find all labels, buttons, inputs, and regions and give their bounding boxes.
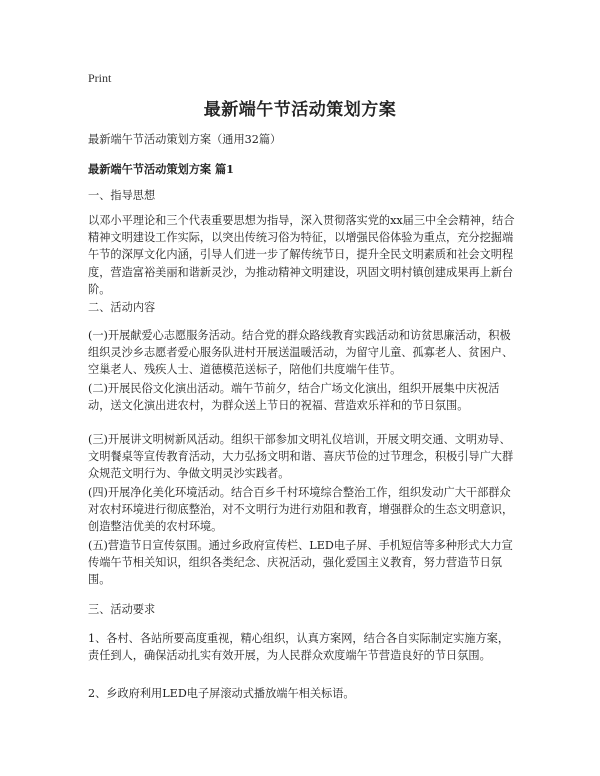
heading-content: 二、活动内容 [88, 301, 156, 314]
paragraph-requirement-2: 2、乡政府利用LED电子屏滚动式播放端午相关标语。 [88, 687, 355, 700]
heading-guide: 一、指导思想 [88, 189, 156, 202]
paragraph-guide: 以邓小平理论和三个代表重要思想为指导，深入贯彻落实党的xx届三中全会精神，结合精神文明建设工作实际，以突出传统习俗为特征，以增强民俗体验为重点，充分挖掘端午节的深厚文化内涵，引导人们进一步了解传统节日，提升全民文明素质和社会文明程度，营造富裕美丽和谐新灵沙，为推动精神文明建设，巩固文明村镇创建成果再上新台阶。 [88, 214, 515, 296]
paragraph-content-5: (五)营造节日宣传氛围。通过乡政府宣传栏、LED电子屏、手机短信等多种形式大力宣传端午节相关知识，组织各类纪念、庆祝活动，强化爱国主义教育，努力营造节日氛围。 [88, 539, 513, 587]
paragraph-content-2: (二)开展民俗文化演出活动。端午节前夕，结合广场文化演出，组织开展集中庆祝活动，送文化演出进农村，为群众送上节日的祝福、营造欢乐祥和的节日氛围。 [88, 382, 500, 413]
paragraph-content-1: (一)开展献爱心志愿服务活动。结合党的群众路线教育实践活动和访贫思廉活动，积极组织灵沙乡志愿者爱心服务队进村开展送温暖活动，为留守儿童、孤寡老人、贫困户、空巢老人、残疾人士、道德模范送标子，陪他们共度端午佳节。 [88, 329, 514, 377]
document-title: 最新端午节活动策划方案 [203, 100, 397, 120]
paragraph-content-3: (三)开展讲文明树新风活动。组织干部参加文明礼仪培训，开展文明交通、文明劝导、文明餐桌等宣传教育活动，大力弘扬文明和谐、喜庆节俭的过节理念，积极引导广大群众规范文明行为、争做文明灵沙实践者。 [88, 433, 514, 481]
heading-requirements: 三、活动要求 [88, 603, 156, 616]
print-label: Print [88, 71, 112, 85]
paragraph-requirement-1: 1、各村、各站所要高度重视，精心组织，认真方案网，结合各自实际制定实施方案，责任到人，确保活动扎实有效开展，为人民群众欢度端午节营造良好的节日氛围。 [88, 632, 510, 663]
document-subtitle: 最新端午节活动策划方案（通用32篇） [88, 133, 282, 146]
section-heading: 最新端午节活动策划方案 篇1 [88, 162, 234, 176]
paragraph-content-4: (四)开展净化美化环境活动。结合百乡千村环境综合整治工作，组织发动广大干部群众对农村环境进行彻底整治，对不文明行为进行劝阻和教育，增强群众的生态文明意识，创造整洁优美的农村环境。 [88, 486, 514, 534]
